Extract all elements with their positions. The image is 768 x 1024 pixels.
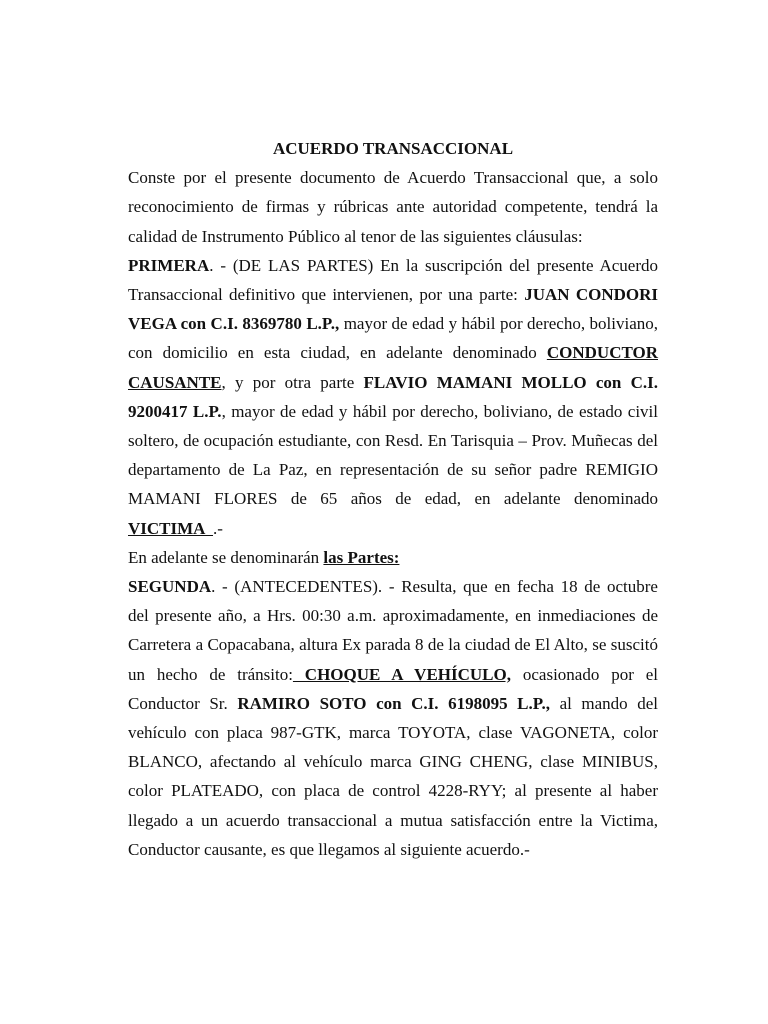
document-body [128,134,658,864]
intro-paragraph: Conste por el presente documento de Acuerdo Transaccional que, a solo reconocimiento de firmas y rúbricas ante autoridad competente, tendrá la calidad de Instrumento Público al tenor de las siguientes cláusulas: [128,168,658,246]
clause-primera-text-1: . - (DE LAS PARTES) En la suscripción del presente Acuerdo Transaccional definitivo que intervienen, por una parte: [128,255,658,305]
role-conductor-causante: CONDUCTOR CAUSANTE [128,343,658,392]
clause-primera-heading: PRIMERA [128,255,210,275]
partes-paragraph [128,543,658,572]
clause-primera-text-2: mayor de edad y hábil por derecho, boliviano, con domicilio en esta ciudad, en adelante denominado [128,314,659,363]
event-choque: CHOQUE A VEHÍCULO, [292,664,511,684]
clause-segunda [128,572,658,864]
clause-segunda-subtitle: (ANTECEDENTES). - [234,577,395,597]
partes-text: En adelante se denominarán [128,547,324,567]
party-two-name: FLAVIO MAMANI MOLLO con C.I. 9200417 L.P. [128,372,658,421]
clause-primera-text-4: , mayor de edad y hábil por derecho, boliviano, de estado civil soltero, de ocupación estudiante, con Resd. En Tarisquia – Prov. Muñecas del departamento de La Paz, en representación de su señor padre REMIGIO MAMANI FLORES de 65 años de edad, en adelante denominado [128,401,659,509]
driver-name: RAMIRO SOTO con C.I. 6198095 L.P., [237,693,551,713]
partes-term: las Partes: [323,547,400,567]
clause-segunda-text-4: al mando del vehículo con placa 987-GTK, marca TOYOTA, clase VAGONETA, color BLANCO, afectando al vehículo marca GING CHENG, clase MINIBUS, color PLATEADO, con placa de control 4228-RYY; al presente al haber llegado a un acuerdo transaccional a mutua satisfacción entre la Victima, Conductor causante, es que llegamos al siguiente acuerdo.- [128,693,658,859]
clause-primera-text-3: , y por otra parte [221,372,364,392]
document-title: ACUERDO TRANSACCIONAL [272,139,514,158]
clause-segunda-heading: SEGUNDA [128,577,212,597]
clause-segunda-text-1: . - [211,577,235,597]
role-victima: VICTIMA [128,518,214,538]
clause-segunda-text-2: Resulta, que en fecha 18 de octubre del presente año, a Hrs. 00:30 a.m. aproximadamente, en inmediaciones de Carretera a Copacabana, altura Ex parada 8 de la ciudad de El Alto, se suscitó un hecho de tránsito: [128,577,658,684]
clause-primera [128,251,658,543]
clause-segunda-text-3: ocasionado por el Conductor Sr. [128,664,658,713]
clause-primera-text-5: .- [213,518,223,538]
party-one-name: JUAN CONDORI VEGA con C.I. 8369780 L.P., [128,285,658,334]
